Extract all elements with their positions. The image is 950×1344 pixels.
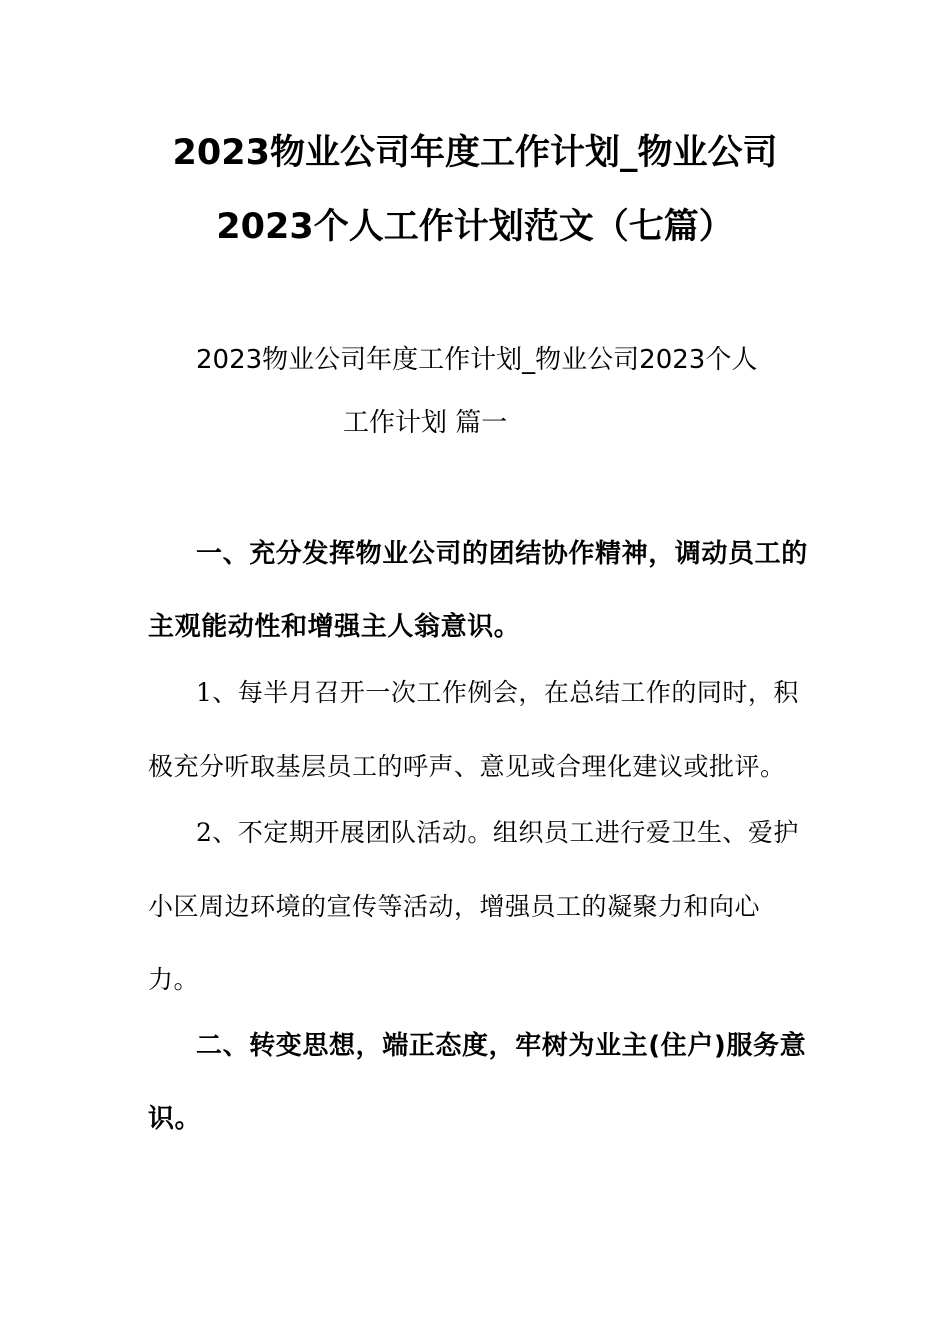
item-2-line-2: 小区周边环境的宣传等活动，增强员工的凝聚力和向心 [148, 892, 761, 921]
item-2-line-3: 力。 [148, 965, 200, 994]
document-title-line-2: 2023个人工作计划范文（七篇） [216, 207, 734, 247]
item-1-line-2: 极充分听取基层员工的呼声、意见或合理化建议或批评。 [148, 752, 786, 781]
section-heading-1-line-1: 一、充分发挥物业公司的团结协作精神，调动员工的 [196, 539, 808, 569]
item-2-line-1: 2、不定期开展团队活动。组织员工进行爱卫生、爱护 [196, 818, 799, 847]
section-subtitle-line-1: 2023物业公司年度工作计划_物业公司2023个人 [196, 345, 758, 375]
section-heading-2-line-2: 识。 [148, 1104, 202, 1134]
document-title-line-1: 2023物业公司年度工作计划_物业公司 [172, 133, 778, 173]
section-subtitle-line-2: 工作计划 篇一 [343, 408, 508, 438]
section-heading-2-line-1: 二、转变思想，端正态度，牢树为业主(住户)服务意 [196, 1031, 807, 1061]
item-1-line-1: 1、每半月召开一次工作例会，在总结工作的同时，积 [196, 678, 799, 707]
section-heading-1-line-2: 主观能动性和增强主人翁意识。 [148, 612, 521, 642]
